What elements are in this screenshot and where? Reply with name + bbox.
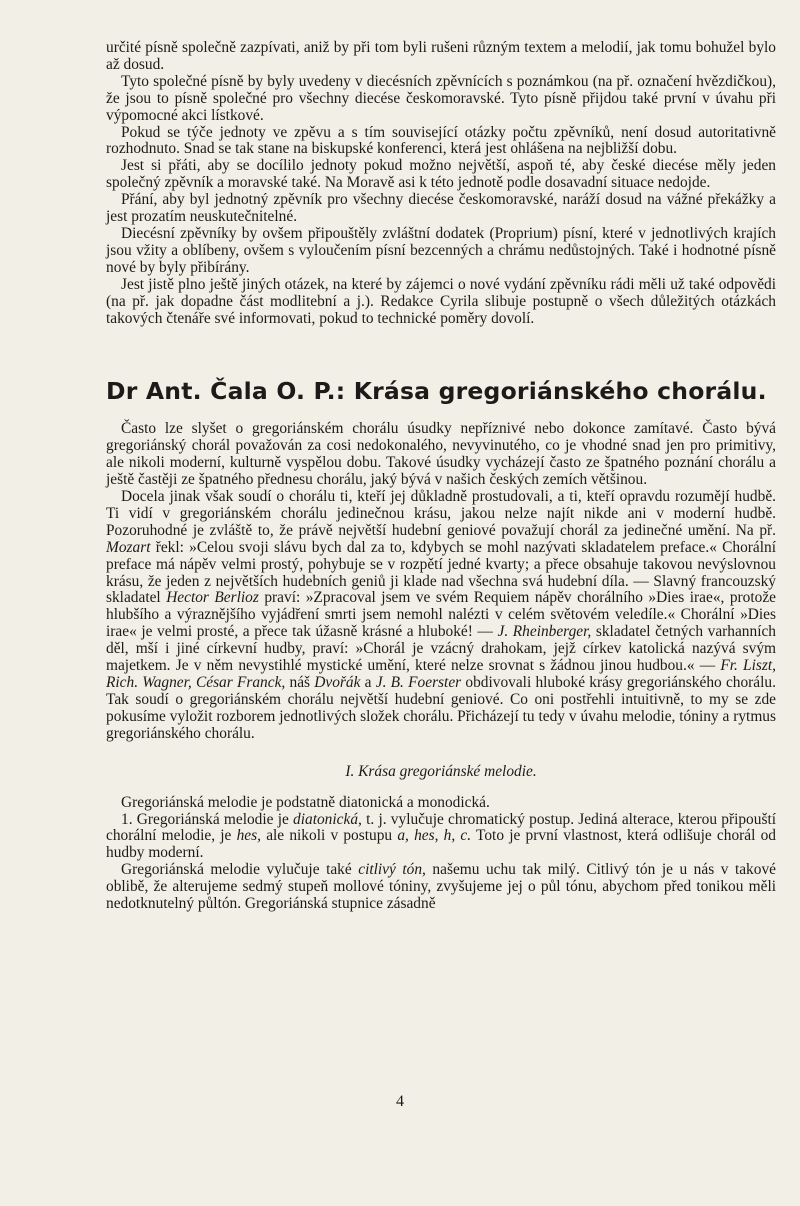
section-title: I. Krása gregoriánské melodie. <box>345 762 537 780</box>
article-paragraph-2: Docela jinak však soudí o chorálu ti, kteří jej důkladně prostudovali, a ti, kteří opravdu rozumějí hudbě. Ti vidí v gregoriánském chorálu jedinečnou krásu, jakou nelze najít nikde ani v moderní hudbě. Pozoruhodné je zvláště to, že právě největší hudební geniové považují chorál za jedinečné umění. Na př. Mozart řekl: »Celou svoji slávu bych dal za to, kdybych se mohl nazývati skladatelem preface.« Chorální preface má nápěv velmi prostý, pohybuje se v rozpětí jedné kvarty; a přece obsahuje takovou nevýslovnou krásu, že jeden z největších hudebních geniů ji klade nad všechna svá hudební díla. — Slavný francouzský skladatel Hector Berlioz praví: »Zpracoval jsem ve svém Requiem nápěv chorálního »Dies irae«, protože hlubšího a výraznějšího vyjádření smrti jsem nemohl nalézti v celém světovém veledíle.« Chorální »Dies irae« je velmi prosté, a přece tak úžasně krásné a hluboké! — J. Rheinberger, skladatel četných varhanních děl, mší i jiné církevní hudby, praví: »Chorál je vzácný drahokam, jejž církev katolická nazývá svým majetkem. Je v něm nevystihlé mystické umění, které nelze srovnat s žádnou jinou hudbou.« — Fr. Liszt, Rich. Wagner, César Franck, náš Dvořák a J. B. Foerster obdivovali hluboké krásy gregoriánského chorálu. Tak soudí o gregoriánském chorálu největší hudební geniové. Co oni postřehli intuitivně, to my se zde pokusíme vyložit rozborem jednotlivých složek chorálu. Přicházejí tu tedy v úvahu melodie, tóniny a rytmus gregoriánského chorálu. <box>106 488 776 742</box>
name-dvorak: Dvořák <box>314 674 361 691</box>
page-number: 4 <box>396 1093 404 1110</box>
paragraph-editorial: Jest jistě plno ještě jiných otázek, na které by zájemci o nové vydání zpěvníku rádi měli už také odpovědi (na př. jak dopadne část modlitební a j.). Redakce Cyrila slibuje postupně o všech důležitých otázkách takových čtenáře své informovati, pokud to technické poměry dovolí. <box>106 275 776 327</box>
name-mozart: Mozart <box>106 538 151 556</box>
paragraph-continuation: určité písně společně zazpívati, aniž by při tom byli rušeni různým textem a melodií, jak tomu bohužel bylo až dosud. <box>106 39 776 73</box>
name-foerster: J. B. Foerster <box>375 674 462 691</box>
paragraph-common-songs: Tyto společné písně by byly uvedeny v diecésních zpěvnících s poznámkou (na př. označení hvězdičkou), že jsou to písně společné pro všechny diecése českomoravské. Tyto písně přijdou také první v úvahu při výpomocné akci lístkové. <box>106 72 776 124</box>
article-paragraph-1: Často lze slyšet o gregoriánském chorálu úsudky nepříznivé nebo dokonce zamítavé. Často bývá gregoriánský chorál považován za cosi nedokonalého, nevyvinutého, co je vhodné snad jen pro primitivy, ale nikoli moderní, kulturně vyspělou dobu. Takové úsudky vycházejí často ze špatného poznání chorálu a ještě častěji ze špatného přednesu chorálu, jaký bývá v našich českých zemích většinou. <box>106 420 776 489</box>
name-berlioz: Hector Berlioz <box>166 589 259 607</box>
page-content <box>106 40 776 913</box>
paragraph-unity: Pokud se týče jednoty ve zpěvu a s tím související otázky počtu zpěvníků, není dosud autoritativně rozhodnuto. Snad se tak stane na biskupské konferenci, která jest ohlášena na nejbližší dobu. <box>106 123 776 158</box>
section-paragraph-1: Gregoriánská melodie je podstatně diatonická a monodická. <box>121 793 490 811</box>
paragraph-wish: Jest si přáti, aby se docílilo jednoty pokud možno největší, aspoň té, aby české diecése měly jeden společný zpěvník a moravské také. Na Moravě asi k této jednotě podle dosavadní situace nedojde. <box>106 157 776 192</box>
paragraph-obstacles: Přání, aby byl jednotný zpěvník pro všechny diecése českomoravské, naráží dosud na vážné překážky a jest prozatím neuskutečnitelné. <box>106 191 776 226</box>
name-rheinberger: J. Rheinberger, <box>497 623 592 641</box>
paragraph-proprium: Diecésní zpěvníky by ovšem připouštěly zvláštní dodatek (Proprium) písní, které v jednotlivých krajích jsou vžity a oblíbeny, ovšem s vyloučením písní bezcenných a chrámu nedůstojných. Také i hodnotné písně nové by byly přibírány. <box>106 224 776 276</box>
section-paragraph-2: 1. Gregoriánská melodie je diatonická, t. j. vylučuje chromatický postup. Jediná alterace, kterou připouští chorální melodie, je hes, ale nikoli v postupu a, hes, h, c. Toto je první vlastnost, která odlišuje chorál od hudby moderní. <box>106 810 776 862</box>
section-paragraph-3: Gregoriánská melodie vylučuje také citlivý tón, našemu uchu tak milý. Citlivý tón je u nás v takové oblibě, že alterujeme sedmý stupeň mollové tóniny, zvyšujeme jej o půl tónu, abychom před tonikou měli nedotknutelný půltón. Gregoriánská stupnice zásadně <box>106 861 776 913</box>
article-title: Dr Ant. Čala O. P.: Krása gregoriánského chorálu. <box>106 377 767 406</box>
names-composers: Fr. Liszt, Rich. Wagner, César Franck, <box>106 657 776 691</box>
